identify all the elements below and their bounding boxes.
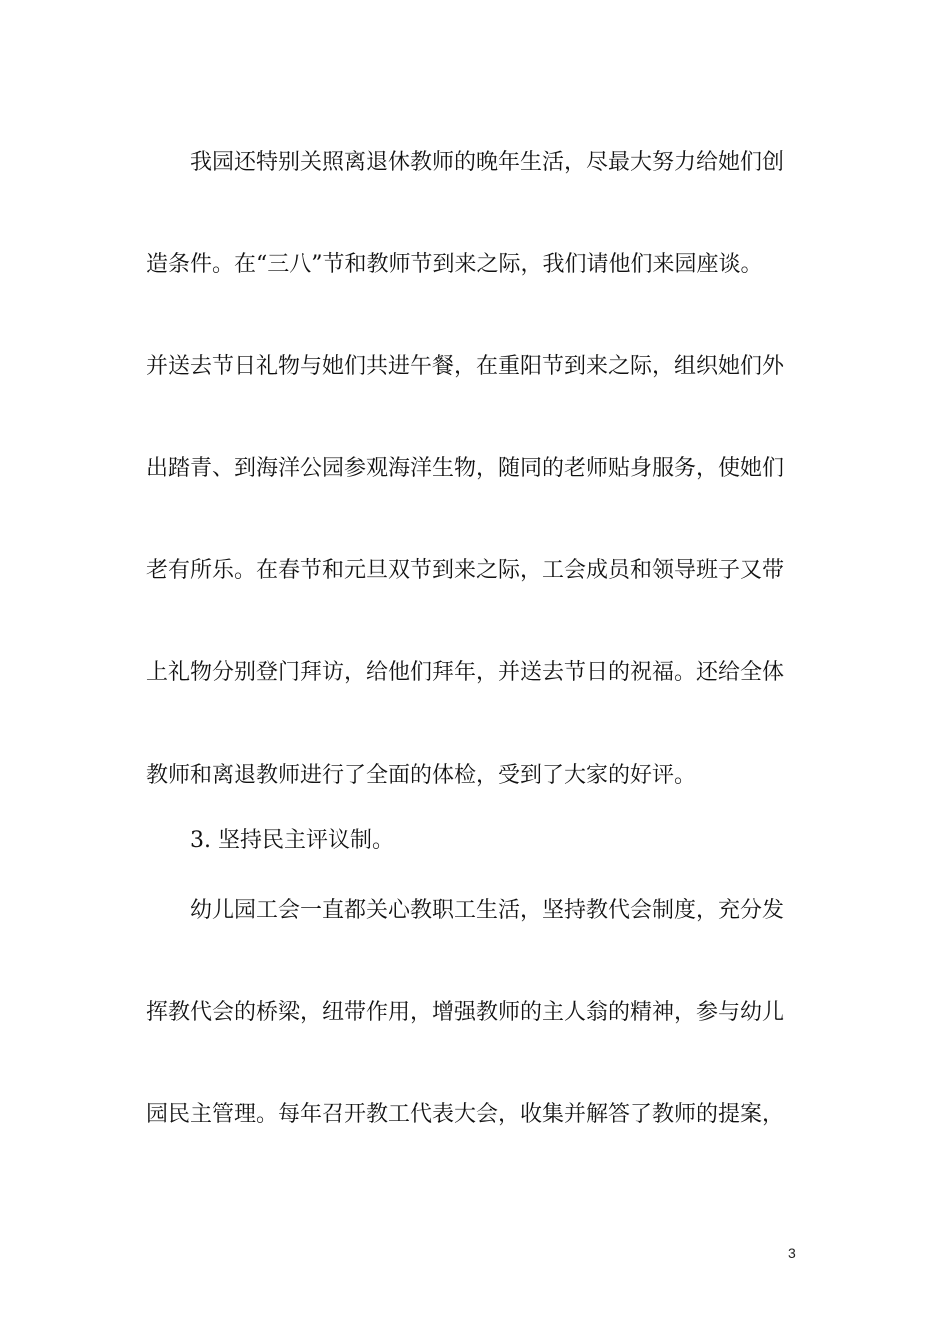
paragraph-line: 出踏青、到海洋公园参观海洋生物，随同的老师贴身服务，使她们 xyxy=(146,456,785,481)
paragraph-line: 造条件。在“三八”节和教师节到来之际，我们请他们来园座谈。 xyxy=(146,252,763,277)
paragraph-line: 并送去节日礼物与她们共进午餐，在重阳节到来之际，组织她们外 xyxy=(146,354,785,379)
paragraph-line: 我园还特别关照离退休教师的晚年生活，尽最大努力给她们创 xyxy=(146,150,785,175)
paragraph-line: 教师和离退教师进行了全面的体检，受到了大家的好评。 xyxy=(146,763,697,788)
paragraph-line: 幼儿园工会一直都关心教职工生活，坚持教代会制度，充分发 xyxy=(146,898,785,923)
page-number: 3 xyxy=(788,1245,796,1261)
paragraph-line: 园民主管理。每年召开教工代表大会，收集并解答了教师的提案， xyxy=(146,1102,785,1127)
paragraph-line: 老有所乐。在春节和元旦双节到来之际，工会成员和领导班子又带 xyxy=(146,558,785,583)
paragraph-line: 挥教代会的桥梁，纽带作用，增强教师的主人翁的精神，参与幼儿 xyxy=(146,1000,785,1025)
paragraph-line: 上礼物分别登门拜访，给他们拜年，并送去节日的祝福。还给全体 xyxy=(146,660,785,685)
section-heading: 3. 坚持民主评议制。 xyxy=(146,828,394,853)
